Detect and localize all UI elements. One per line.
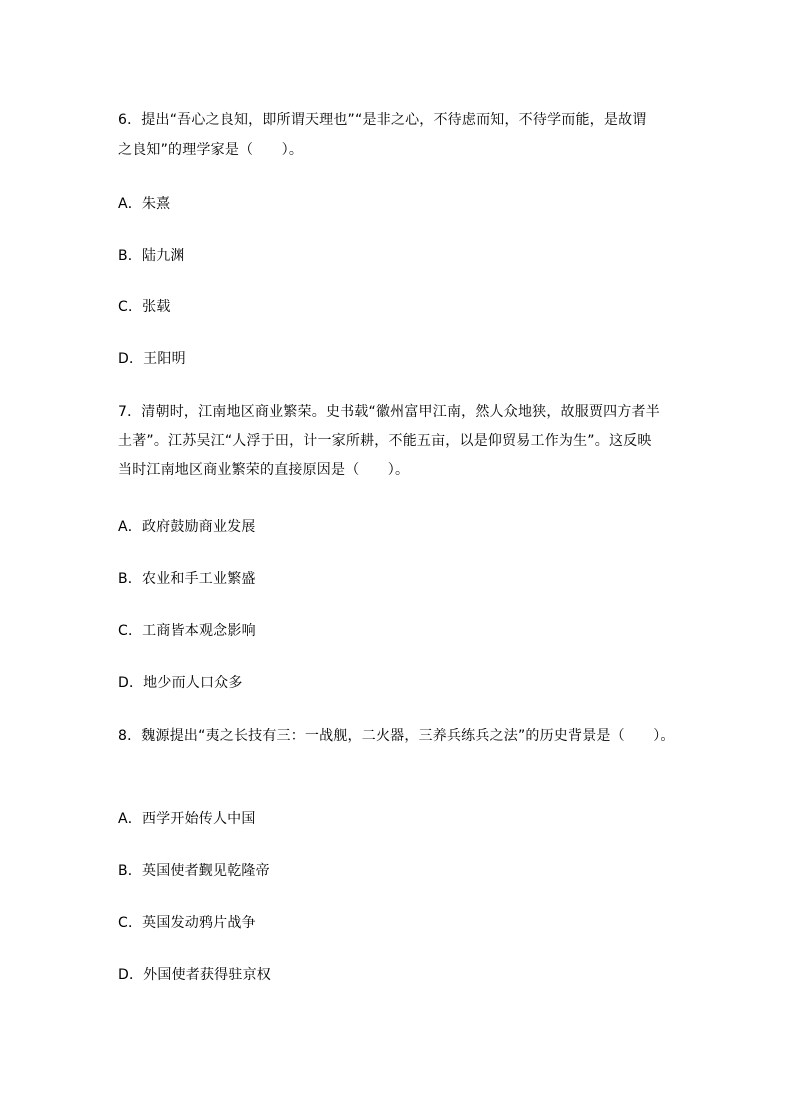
option-d: D．王阳明	[118, 351, 186, 367]
option-b: B．英国使者觐见乾隆帝	[118, 863, 270, 879]
question-text: 当时江南地区商业繁荣的直接原因是（ ）。	[118, 462, 410, 478]
question-text: 6．提出“吾心之良知，即所谓天理也”“是非之心，不待虑而知，不待学而能，是故谓	[118, 112, 647, 128]
option-d: D．地少而人口众多	[118, 675, 243, 691]
question-text: 7．清朝时，江南地区商业繁荣。史书载“徽州富甲江南，然人众地狭，故服贾四方者半	[118, 404, 660, 420]
question-text: 土著”。江苏吴江“人浮于田，计一家所耕，不能五亩，以是仰贸易工作为生”。这反映	[118, 433, 652, 449]
option-c: C．英国发动鸦片战争	[118, 915, 256, 931]
option-d: D．外国使者获得驻京权	[118, 967, 271, 983]
option-b: B．陆九渊	[118, 248, 185, 264]
option-a: A．西学开始传人中国	[118, 811, 256, 827]
option-c: C．工商皆本观念影响	[118, 623, 256, 639]
option-a: A．政府鼓励商业发展	[118, 519, 256, 535]
question-text: 8．魏源提出“夷之长技有三：一战舰，二火器，三养兵练兵之法”的历史背景是（ ）。	[118, 728, 675, 744]
option-a: A．朱熹	[118, 196, 171, 212]
option-c: C．张载	[118, 299, 171, 315]
question-text: 之良知”的理学家是（ ）。	[118, 142, 304, 158]
option-b: B．农业和手工业繁盛	[118, 571, 256, 587]
